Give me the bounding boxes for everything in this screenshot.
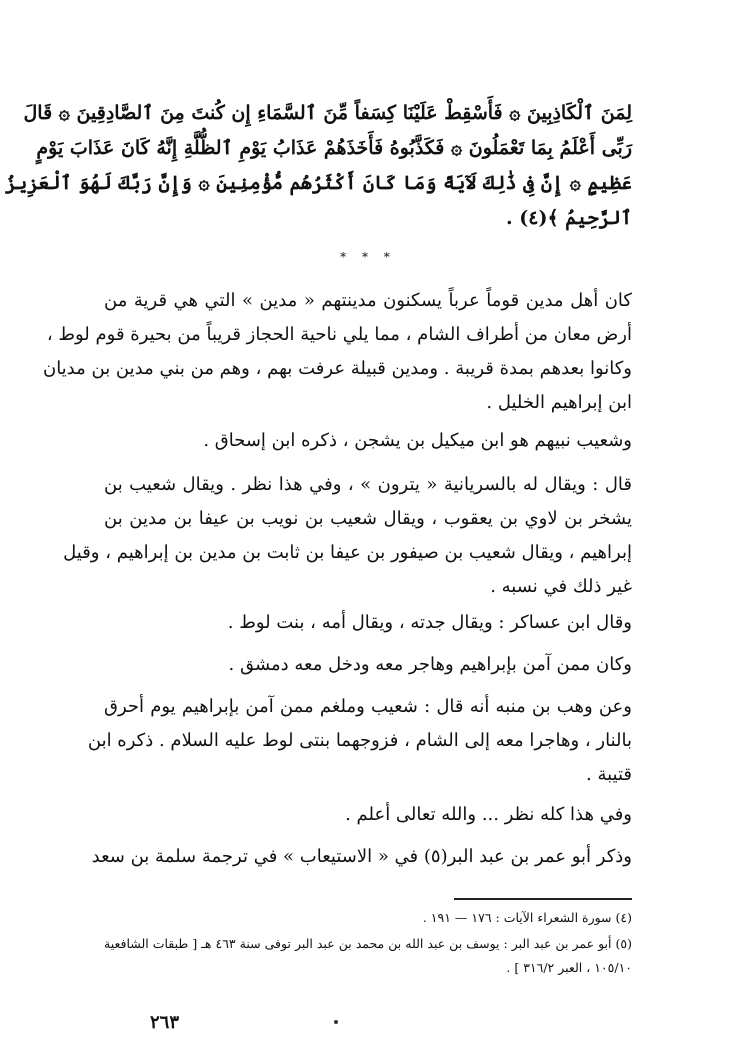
- quran-line: رَبِّى أَعْلَمُ بِمَا تَعْمَلُونَ ۞ فَكَذَّبُوهُ فَأَخَذَهُمْ عَذَابُ يَوْمِ ٱلظُّلَّةِ إِنَّهُ كَانَ عَذَابَ يَوْمٍ: [36, 137, 632, 159]
- text-line: غير ذلك في نسبه .: [490, 576, 632, 597]
- footnote-5: [104, 932, 632, 980]
- footnote-4: [104, 906, 632, 930]
- text-line: وكانوا بعدهم بمدة قريبة . ومدين قبيلة عرفت بهم ، وهم من بني مدين بن مديان: [42, 358, 632, 379]
- text-line: ابن إبراهيم الخليل .: [486, 392, 632, 413]
- paragraph-4: [104, 606, 632, 640]
- footnote-line: (٤) سورة الشعراء الآيات : ١٧٦ — ١٩١ .: [422, 910, 632, 925]
- footnote-line: (٥) أبو عمر بن عبد البر : يوسف بن عبد الله بن محمد بن عبد البر توفى سنة ٤٦٣ هـ [ طبقات الشافعية: [104, 936, 632, 951]
- paragraph-6: [87, 690, 632, 792]
- quran-line: ٱلرَّحِيمُ ﴾(٤) .: [506, 207, 632, 229]
- text-line: أرض معان من أطراف الشام ، مما يلي ناحية الحجاز قريباً من بحيرة قوم لوط ،: [46, 324, 632, 345]
- text-line: قتيبة .: [586, 764, 632, 785]
- quran-line: عَظِيمٍ ۞ إِنَّ فِى ذَٰلِكَ لَآيَةً وَمَا كَانَ أَكْثَرُهُم مُّؤْمِنِينَ ۞ وَإِنَّ رَبَّكَ لَهُوَ ٱلْعَزِيزُ: [5, 172, 632, 194]
- page-number: ٢٦٣: [150, 1012, 180, 1033]
- section-separator: * * *: [340, 250, 396, 264]
- print-speck: [334, 1020, 338, 1024]
- paragraph-7: [104, 798, 632, 832]
- text-line: وكان ممن آمن بإبراهيم وهاجر معه ودخل معه دمشق .: [228, 654, 632, 675]
- text-line: وذكر أبو عمر بن عبد البر(٥) في « الاستيعاب » في ترجمة سلمة بن سعد: [91, 846, 632, 867]
- text-line: وقال ابن عساكر : ويقال جدته ، ويقال أمه ، بنت لوط .: [227, 612, 632, 633]
- footnote-divider: [454, 898, 632, 900]
- text-line: قال : ويقال له بالسريانية « يترون » ، وفي هذا نظر . ويقال شعيب بن: [104, 474, 632, 495]
- quran-line: لِمَنَ ٱلْكَاذِبِينَ ۞ فَأَسْقِطْ عَلَيْنَا كِسَفاً مِّنَ ٱلسَّمَاءِ إِن كُنتَ مِنَ ٱلصَّادِقِينَ ۞ قَالَ: [23, 102, 632, 124]
- footnote-line: ١٠٥/١٠ ، العبر ٣١٦/٢ ] .: [506, 960, 632, 975]
- text-line: إبراهيم ، ويقال شعيب بن صيفور بن عيفا بن ثابت بن مدين بن إبراهيم ، وقيل: [63, 542, 632, 563]
- paragraph-2: [104, 424, 632, 458]
- text-line: كان أهل مدين قوماً عرباً يسكنون مدينتهم « مدين » التي هي قرية من: [104, 290, 632, 311]
- text-line: وشعيب نبيهم هو ابن ميكيل بن يشجن ، ذكره ابن إسحاق .: [203, 430, 632, 451]
- paragraph-5: [104, 648, 632, 682]
- paragraph-1: [42, 284, 632, 420]
- text-line: بالنار ، وهاجرا معه إلى الشام ، فزوجهما بنتى لوط عليه السلام . ذكره ابن: [87, 730, 632, 751]
- paragraph-8: [91, 840, 632, 874]
- text-line: يشخر بن لاوي بن يعقوب ، ويقال شعيب بن نويب بن عيفا بن مدين بن: [104, 508, 632, 529]
- text-line: وعن وهب بن منبه أنه قال : شعيب وملغم ممن آمن بإبراهيم يوم أحرق: [104, 696, 632, 717]
- quran-verses: [5, 96, 632, 236]
- paragraph-3: [63, 468, 632, 604]
- text-line: وفي هذا كله نظر ... والله تعالى أعلم .: [345, 804, 632, 825]
